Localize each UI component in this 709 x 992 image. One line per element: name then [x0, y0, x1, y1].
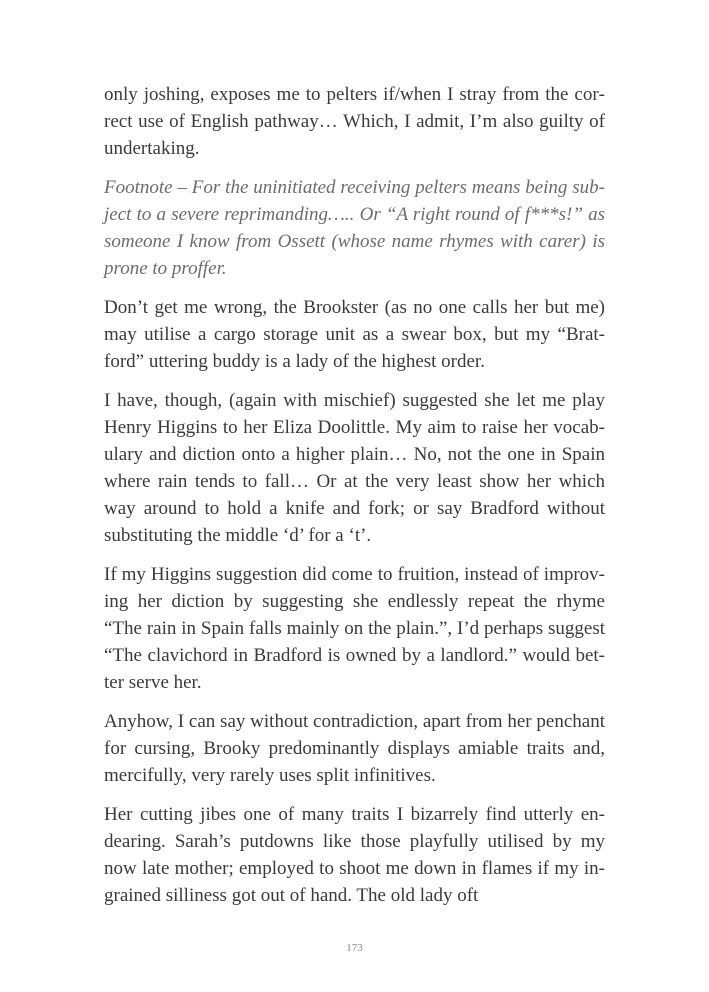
- paragraph-continuation: only joshing, exposes me to pelters if/when I stray from the correct use of English pathway… Which, I admit, I’m also guilty of undertaking.: [104, 84, 605, 159]
- paragraph-anyhow: Anyhow, I can say without contradiction, apart from her penchant for cursing, Brooky predominantly displays amiable traits and, mercifully, very rarely uses split infinitives.: [104, 711, 605, 786]
- page-body: [104, 81, 605, 921]
- footnote-paragraph: Footnote – For the uninitiated receiving pelters means being subject to a severe reprimanding….. Or “A right round of f***s!” as someone I know from Ossett (whose name rhymes with carer) is prone to proffer.: [104, 177, 605, 279]
- paragraph-higgins: I have, though, (again with mischief) suggested she let me play Henry Higgins to her Eliza Doolittle. My aim to raise her vocabulary and diction onto a higher plain… No, not the one in Spain where rain tends to fall… Or at the very least show her which way around to hold a knife and fork; or say Bradford without substituting the middle ‘d’ for a ‘t’.: [104, 390, 605, 546]
- paragraph-brookster: Don’t get me wrong, the Brookster (as no one calls her but me) may utilise a cargo storage unit as a swear box, but my “Bratford” uttering buddy is a lady of the highest order.: [104, 297, 605, 372]
- page-number: 173: [346, 942, 363, 954]
- paragraph-cutting-jibes: Her cutting jibes one of many traits I bizarrely find utterly endearing. Sarah’s putdowns like those playfully utilised by my now late mother; employed to shoot me down in flames if my ingrained silliness got out of hand. The old lady oft: [104, 804, 605, 906]
- paragraph-higgins-suggestion: If my Higgins suggestion did come to fruition, instead of improving her diction by suggesting she endlessly repeat the rhyme “The rain in Spain falls mainly on the plain.”, I’d perhaps suggest “The clavichord in Bradford is owned by a landlord.” would better serve her.: [104, 564, 605, 693]
